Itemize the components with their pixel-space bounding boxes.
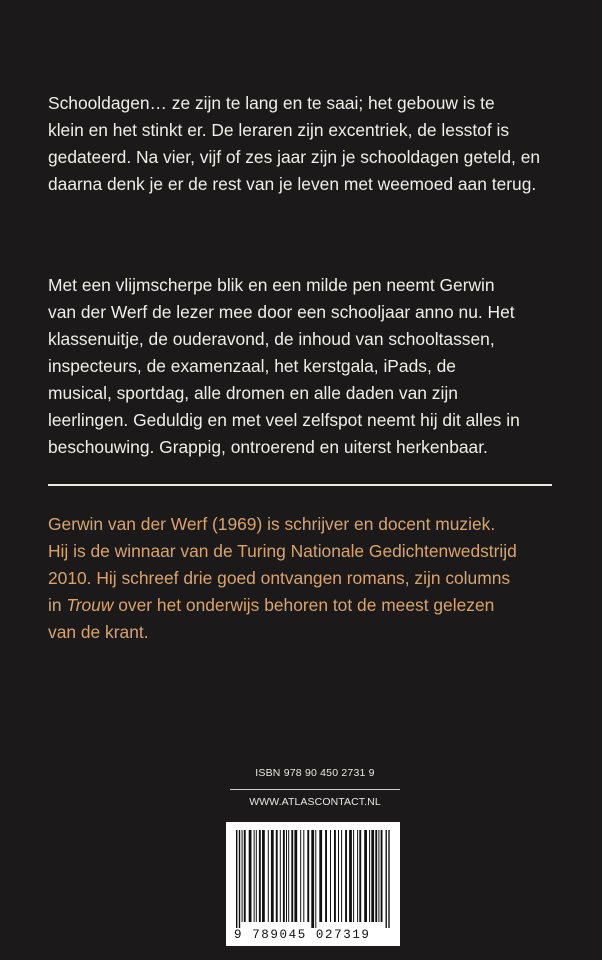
barcode-bar: [345, 830, 347, 922]
barcode-bar: [259, 830, 261, 922]
blurb-line: daarna denk je er de rest van je leven met weemoed aan terug.: [48, 174, 537, 194]
barcode-bar: [291, 830, 293, 922]
barcode-bar: [280, 830, 281, 922]
barcode-bar: [325, 830, 327, 922]
bio-line-prefix: in: [48, 595, 67, 615]
blurb-line: Met een vlijmscherpe blik en een milde pen neemt Gerwin: [48, 275, 495, 295]
barcode-bar: [294, 830, 297, 922]
barcode-bar: [375, 830, 377, 922]
isbn-divider: [230, 789, 400, 790]
barcode-bar: [262, 830, 265, 922]
bio-line-suffix: over het onderwijs behoren tot de meest gelezen: [113, 595, 495, 615]
barcode-bar: [388, 830, 389, 928]
blurb-paragraph-2: [48, 272, 568, 461]
barcode-bar: [242, 830, 243, 922]
barcode-digits: 9 789045 027319: [234, 928, 371, 942]
barcode-bar: [381, 830, 383, 922]
bio-line: van de krant.: [48, 622, 149, 642]
blurb-line: klassenuitje, de ouderavond, de inhoud van schooltassen,: [48, 329, 495, 349]
barcode-bar: [300, 830, 301, 922]
section-divider: [48, 484, 552, 486]
barcode-bar: [288, 830, 289, 922]
barcode-bar: [357, 830, 358, 922]
blurb-line: Schooldagen… ze zijn te lang en te saai; het gebouw is te: [48, 93, 495, 113]
barcode-bar: [283, 830, 285, 922]
bio-line: 2010. Hij schreef drie goed ontvangen romans, zijn columns: [48, 568, 511, 588]
blurb-line: klein en het stinkt er. De leraren zijn excentriek, de lesstof is: [48, 120, 510, 140]
barcode-bar: [315, 830, 316, 928]
barcode-bar: [349, 830, 352, 922]
barcode-bar: [311, 830, 314, 928]
barcode-bar: [307, 830, 309, 922]
barcode-bar: [364, 830, 367, 922]
blurb-line: leerlingen. Geduldig en met veel zelfspot neemt hij dit alles in: [48, 410, 520, 430]
barcode-bar: [239, 830, 240, 928]
blurb-line: gedateerd. Na vier, vijf of zes jaar zijn je schooldagen geteld, en: [48, 147, 541, 167]
barcode-bar: [371, 830, 374, 922]
barcode-bar: [256, 830, 257, 922]
author-bio: [48, 511, 568, 646]
barcode-bar: [353, 830, 354, 922]
barcode-bar: [286, 830, 287, 922]
blurb-line: beschouwing. Grappig, ontroerend en uiterst herkenbaar.: [48, 437, 488, 457]
blurb-line: musical, sportdag, alle dromen en alle daden van zijn: [48, 383, 458, 403]
isbn-number: ISBN 978 90 450 2731 9: [255, 767, 375, 779]
barcode-bar: [341, 830, 342, 922]
barcode-bar: [254, 830, 255, 922]
blurb-line: van der Werf de lezer mee door een schooljaar anno nu. Het: [48, 302, 515, 322]
publisher-website: WWW.ATLASCONTACT.NL: [249, 796, 381, 808]
barcode-bar: [249, 830, 252, 922]
bio-line: [48, 592, 568, 619]
barcode-bar: [271, 830, 274, 922]
barcode-bar: [386, 830, 387, 928]
bio-line: Hij is de winnaar van de Turing Nationale Gedichtenwedstrijd: [48, 541, 517, 561]
barcode-bar: [369, 830, 370, 922]
barcode-bar: [378, 830, 379, 922]
newspaper-title: Trouw: [66, 595, 114, 615]
barcode-bar: [359, 830, 361, 922]
barcode-bar: [268, 830, 269, 922]
barcode-bar: [303, 830, 304, 922]
barcode-bar: [244, 830, 246, 922]
barcode-bar: [319, 830, 322, 922]
barcode-bar: [330, 830, 331, 922]
barcode-bar: [276, 830, 278, 922]
barcode-bar: [236, 830, 237, 928]
barcode-bar: [338, 830, 339, 922]
barcode: [226, 822, 400, 946]
blurb-paragraph-1: [48, 90, 568, 198]
bio-line: Gerwin van der Werf (1969) is schrijver en docent muziek.: [48, 514, 496, 534]
barcode-bar: [334, 830, 336, 922]
blurb-line: inspecteurs, de examenzaal, het kerstgala, iPads, de: [48, 356, 456, 376]
